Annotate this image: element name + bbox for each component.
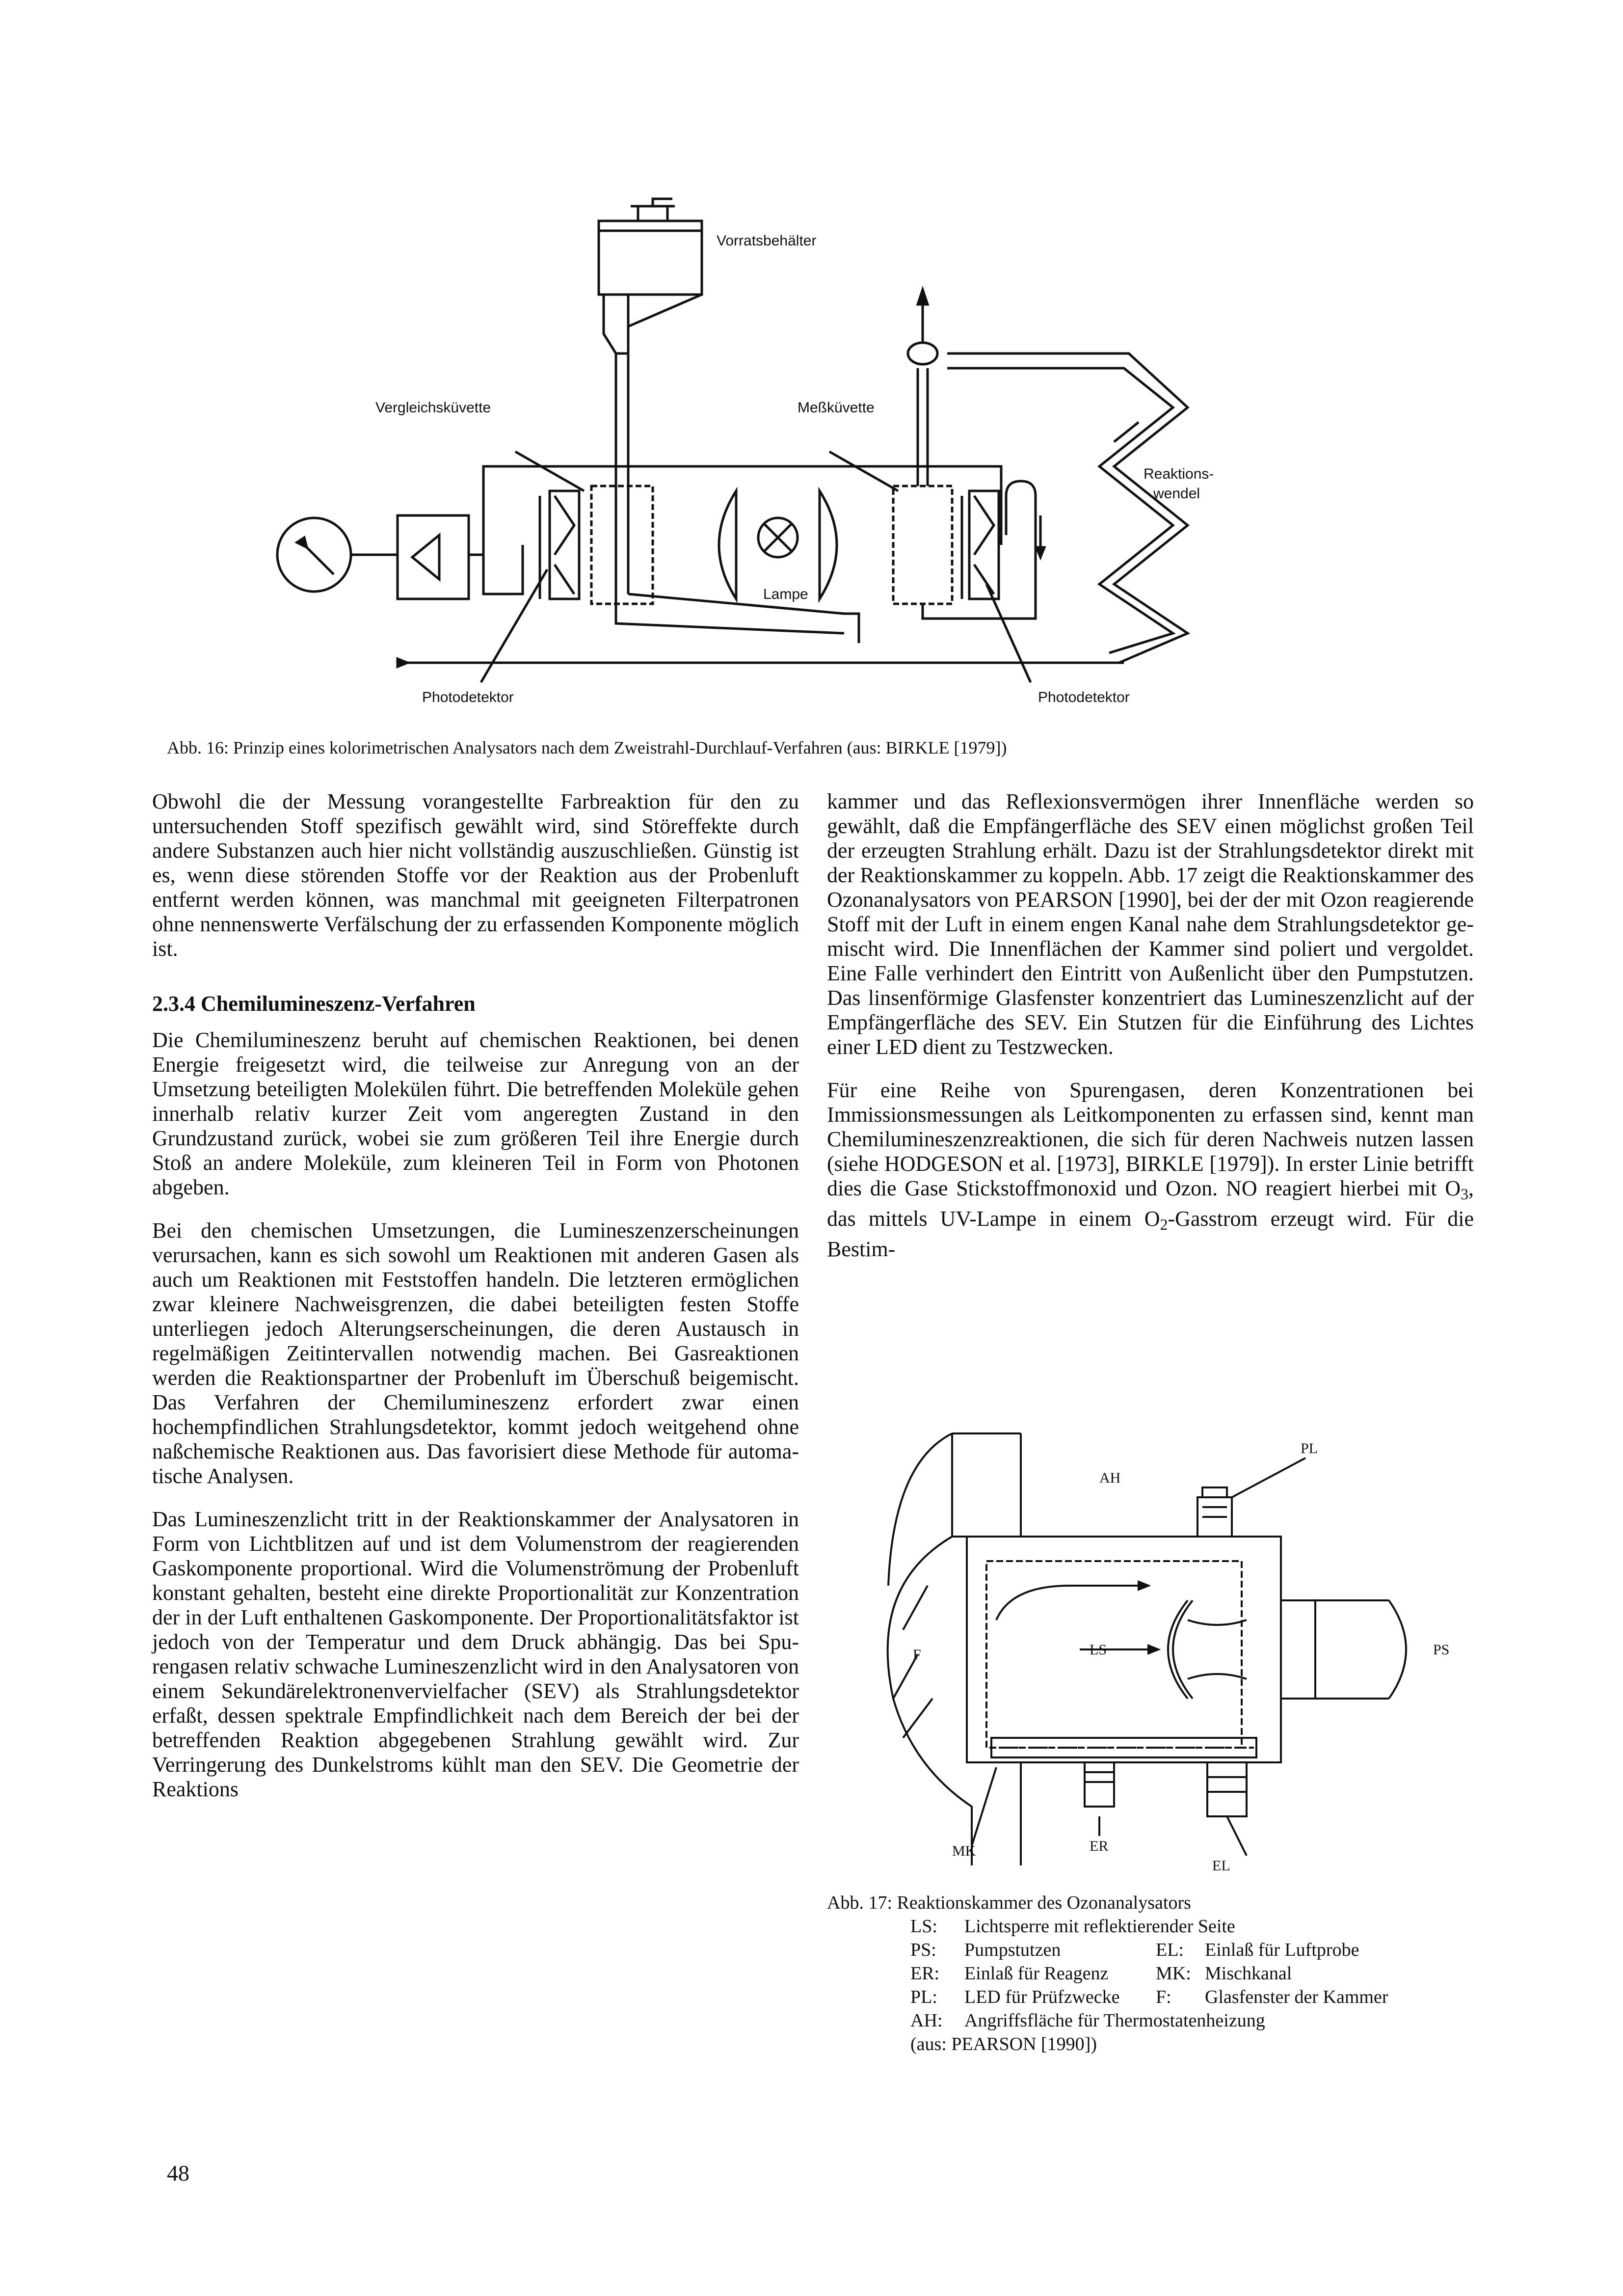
right-column [827,789,1474,1280]
label-ls: LS [1090,1642,1107,1658]
lens-right [820,491,837,599]
label-ah: AH [1099,1470,1121,1486]
label-mk: MK [952,1843,976,1859]
label-reaction-coil-1: Reaktions- [1144,466,1214,482]
pump-port [1281,1600,1389,1699]
label-lamp: Lampe [763,586,808,602]
figure-17-caption [827,1891,1480,2056]
air-inlet [1207,1762,1247,1816]
left-paragraph-1: Obwohl die der Messung vorangestellte Farbreaktion für den zu untersuchenden Stoff spezifisch gewählt wird, sind Störeffekte durch andere Substanzen auch hier nicht vollständig auszuschließen. Günstig ist es, wenn diese störenden Stoffe vor der Reaktion aus der Probenluft entfernt werden können, was manchmal mit geeigneten Filterpatronen ohne nennenswerte Verfälschung der zu erfassenden Komponente möglich ist. [152,789,799,961]
legend-ah: AH: Angriffsfläche für Thermostatenheizung [910,2010,1265,2031]
left-paragraph-3: Bei den chemischen Umsetzungen, die Lumineszenzerscheinungen verursachen, kann es sich sowohl um Reaktionen mit anderen Gasen als auch um Reaktionen mit Feststoffen handeln. Die letzteren ermöglichen zwar kleinere Nachweisgrenzen, die dabei beteiligten festen Stoffe unterliegen jedoch Alterungserscheinungen, die deren Austausch in regelmäßigen Zeitintervallen notwendig machen. Bei Gasreaktionen werden die Reaktionspartner der Probenluft im Überschuß beigemischt. Das Verfahren der Chemilumineszenz erfordert zwar einen hochempfindlichen Strahlungsdetektor, kommt jedoch weitgehend ohne naßchemische Reaktionen aus. Das favorisiert diese Methode für automatische Analysen. [152,1218,799,1488]
reference-cuvette [591,486,653,604]
label-ps: PS [1433,1642,1450,1658]
right-paragraph-2: Für eine Reihe von Spurengasen, deren Konzentrationen bei Immissionsmessungen als Leitkomponenten zu erfassen sind, kennt man Chemilumineszenzreaktionen, die sich für deren Nachweis nutzen lassen (siehe HODGESON et al. [1973], BIRKLE [1979]). In erster Linie betrifft dies die Gase Stickstoffmonoxid und Ozon. NO reagiert hierbei mit $O_3$, das mittels UV-Lampe in einem $O_2$-Gasstrom erzeugt wird. Für die Bestim- [827,1078,1474,1261]
label-photodetector-right: Photodetektor [1038,689,1130,705]
lens-left [719,491,736,599]
left-paragraph-2: Die Chemilumineszenz beruht auf chemischen Reaktionen, bei denen Energie freigesetzt wird, die teilweise zur Anregung von an der Umsetzung beteiligten Molekülen führt. Die betreffenden Moleküle gehen innerhalb relativ kurzer Zeit vom angeregten Zustand in den Grundzustand zurück, wobei sie zum größeren Teil ihre Energie durch Stoß an andere Moleküle, zum kleineren Teil in Form von Photonen abgeben. [152,1028,799,1199]
legend-pl-f: PL: LED für Prüfzwecke F: Glasfenster der Kammer [910,1987,1388,2007]
left-paragraph-4: Das Lumineszenzlicht tritt in der Reaktionskammer der Analysatoren in Form von Lichtblitzen auf und ist dem Volumenstrom der reagierenden Gaskomponente proportional. Wird die Volumenströmung der Probenluft konstant gehalten, besteht eine direkte Proportionalität zur Konzentration der in der Luft enthaltenen Gaskomponente. Der Proportionalitätsfaktor ist jedoch von der Temperatur und dem Druck abhängig. Das bei Spurengasen relativ schwache Lumineszenzlicht wird in den Analysatoren von einem Sekundärelektronenvervielfacher (SEV) als Strahlungsdetektor erfaßt, dessen spektrale Empfindlichkeit nach dem Bereich der bei der betreffenden Reaktion abgegebenen Strahlung gewählt wird. Zur Verringerung des Dunkelstroms kühlt man den SEV. Die Geometrie der Reaktions [152,1507,799,1801]
legend-ls: LS: Lichtsperre mit reflektierender Seite [910,1916,1235,1937]
left-column [152,789,799,1820]
figure-17-title: Abb. 17: Reaktionskammer des Ozonanalysators [827,1892,1191,1913]
photodetector-left [550,491,579,599]
legend-ps-el: PS: Pumpstutzen EL: Einlaß für Luftprobe [910,1940,1359,1960]
label-f: F [913,1647,921,1663]
light-barrier [1168,1600,1188,1699]
label-el: EL [1212,1858,1230,1874]
label-er: ER [1090,1838,1109,1854]
photodetector-right [969,491,999,599]
label-pl: PL [1301,1440,1318,1457]
section-heading: 2.3.4 Chemilumineszenz-Verfahren [152,992,476,1016]
right-paragraph-1: kammer und das Reflexionsvermögen ihrer Innenfläche werden so gewählt, daß die Empfängerfläche des SEV einen möglichst großen Teil der erzeugten Strahlung erhält. Dazu ist der Strahlungsdetektor direkt mit der Reaktionskammer zu koppeln. Abb. 17 zeigt die Reaktionskammer des Ozonanalysators von PEARSON [1990], bei der der mit Ozon reagierende Stoff mit der Luft in einem engen Kanal nahe dem Strahlungsdetektor gemischt wird. Die Innenflächen der Kammer sind poliert und vergoldet. Eine Falle verhindert den Eintritt von Außenlicht über den Pumpstutzen. Das linsenförmige Glasfenster konzentriert das Lumineszenzlicht auf der Empfängerfläche des SEV. Ein Stutzen für die Einführung des Lichtes einer LED dient zu Testzwecken. [827,789,1474,1059]
label-measuring-cuvette: Meßküvette [798,400,875,416]
legend-source: (aus: PEARSON [1990]) [910,2034,1097,2054]
reagent-inlet [1085,1762,1114,1807]
figure-16-caption: Abb. 16: Prinzip eines kolorimetrischen Analysators nach dem Zweistrahl-Durchlauf-Verfahren (aus: BIRKLE [1979]) [167,738,1007,757]
page-number: 48 [167,2161,189,2186]
figure-17-diagram [874,1424,1482,1880]
measuring-cuvette [893,486,952,604]
label-reference-cuvette: Vergleichsküvette [375,400,491,416]
label-reaction-coil-2: wendel [1153,486,1200,502]
glass-window [888,1433,972,1865]
legend-er-mk: ER: Einlaß für Reagenz MK: Mischkanal [910,1963,1292,1984]
label-photodetector-left: Photodetektor [422,689,514,705]
figure-16-diagram [265,191,1325,736]
amplifier [398,515,469,599]
label-reservoir: Vorratsbehälter [717,233,817,249]
